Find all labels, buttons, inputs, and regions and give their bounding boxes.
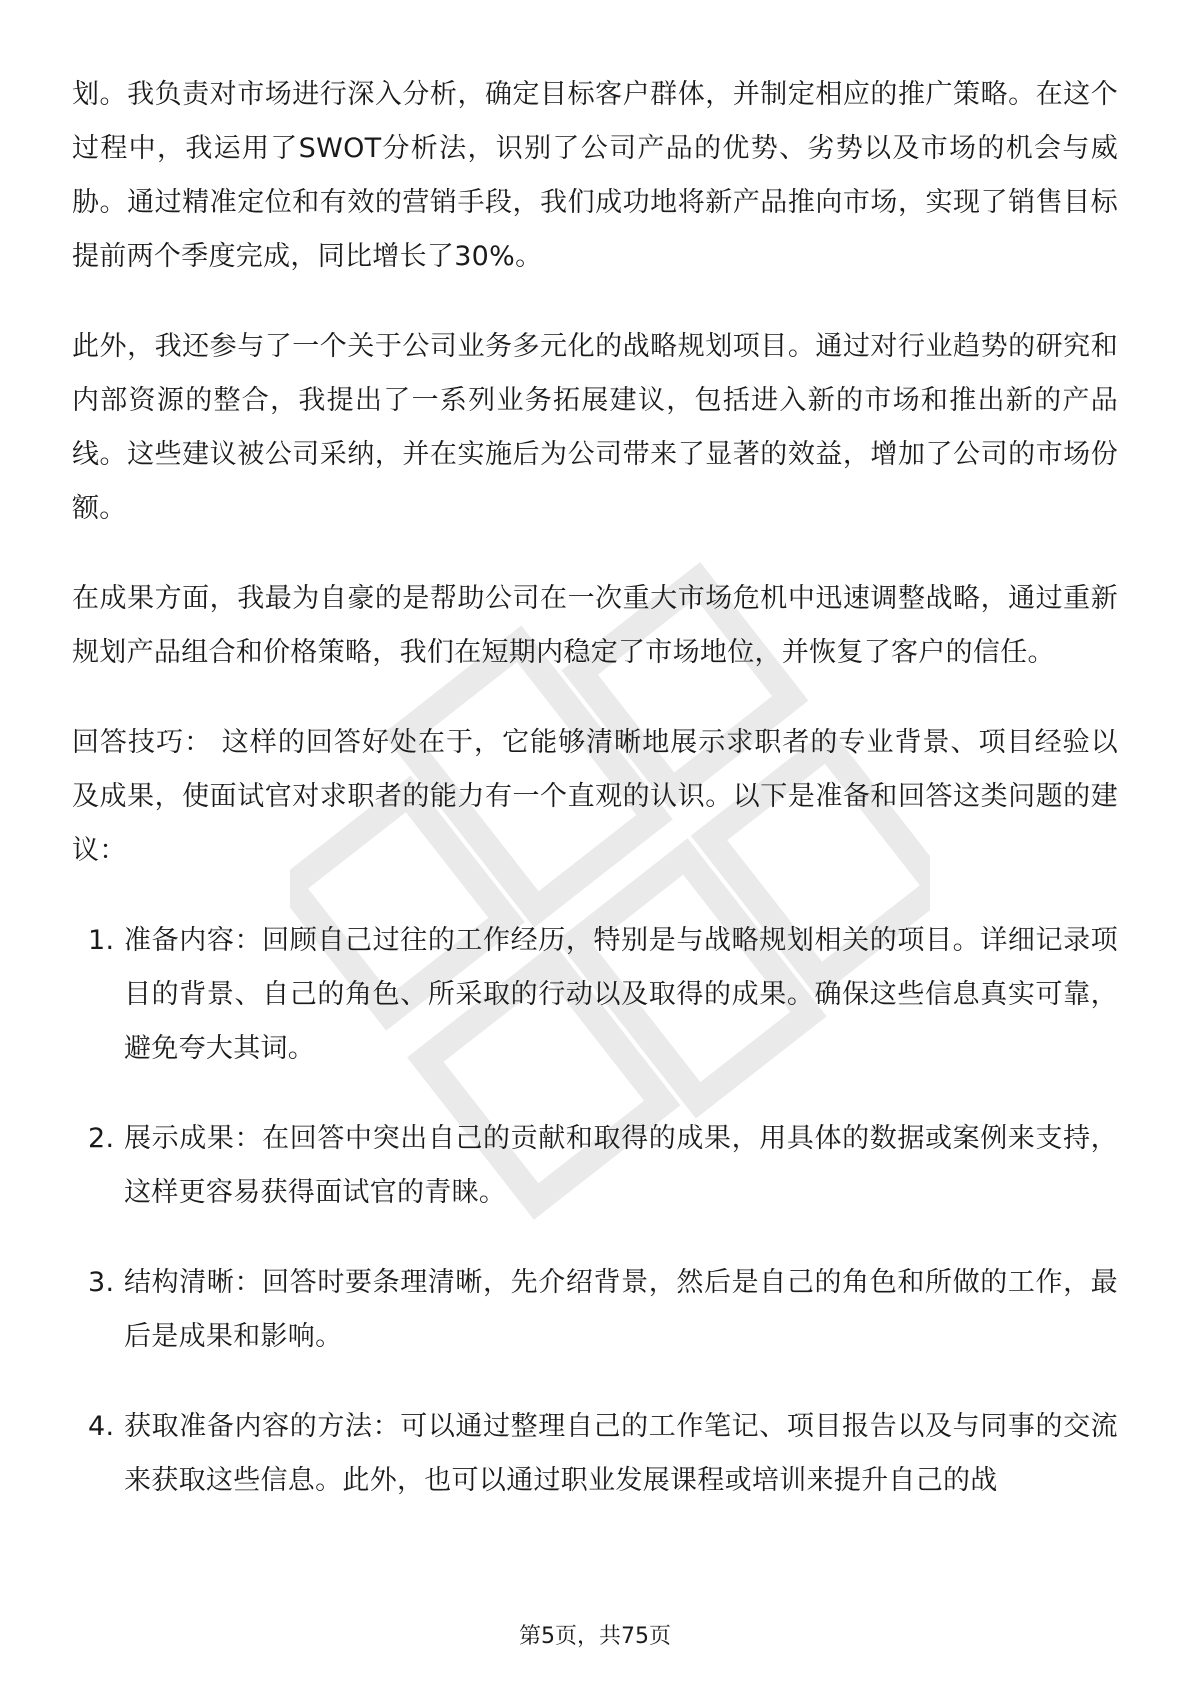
list-item-text: 获取准备内容的方法：可以通过整理自己的工作笔记、项目报告以及与同事的交流来获取这些信息。此外，也可以通过职业发展课程或培训来提升自己的战 — [124, 1411, 1118, 1496]
list-item — [72, 914, 1118, 1076]
list-item-number: 2. — [88, 1123, 115, 1154]
tips-list — [72, 914, 1118, 1508]
paragraph: 划。我负责对市场进行深入分析，确定目标客户群体，并制定相应的推广策略。在这个过程中，我运用了SWOT分析法，识别了公司产品的优势、劣势以及市场的机会与威胁。通过精准定位和有效的营销手段，我们成功地将新产品推向市场，实现了销售目标提前两个季度完成，同比增长了30%。 — [72, 79, 1118, 272]
list-item-text: 结构清晰：回答时要条理清晰，先介绍背景，然后是自己的角色和所做的工作，最后是成果和影响。 — [124, 1267, 1118, 1352]
paragraph: 此外，我还参与了一个关于公司业务多元化的战略规划项目。通过对行业趋势的研究和内部资源的整合，我提出了一系列业务拓展建议，包括进入新的市场和推出新的产品线。这些建议被公司采纳，并在实施后为公司带来了显著的效益，增加了公司的市场份额。 — [72, 331, 1118, 524]
list-item — [72, 1256, 1118, 1364]
list-item-text: 准备内容：回顾自己过往的工作经历，特别是与战略规划相关的项目。详细记录项目的背景、自己的角色、所采取的行动以及取得的成果。确保这些信息真实可靠，避免夸大其词。 — [124, 925, 1118, 1064]
list-item-text: 展示成果：在回答中突出自己的贡献和取得的成果，用具体的数据或案例来支持，这样更容易获得面试官的青睐。 — [124, 1123, 1118, 1208]
list-item — [72, 1112, 1118, 1220]
answer-tips-paragraph: 回答技巧： 这样的回答好处在于，它能够清晰地展示求职者的专业背景、项目经验以及成果，使面试官对求职者的能力有一个直观的认识。以下是准备和回答这类问题的建议： — [72, 727, 1118, 866]
list-item-number: 3. — [88, 1267, 115, 1298]
document-body — [72, 68, 1118, 1544]
list-item-number: 4. — [88, 1411, 115, 1442]
paragraph: 在成果方面，我最为自豪的是帮助公司在一次重大市场危机中迅速调整战略，通过重新规划产品组合和价格策略，我们在短期内稳定了市场地位，并恢复了客户的信任。 — [72, 583, 1118, 668]
list-item — [72, 1400, 1118, 1508]
list-item-number: 1. — [88, 925, 115, 956]
page-number-footer: 第5页，共75页 — [519, 1624, 671, 1649]
